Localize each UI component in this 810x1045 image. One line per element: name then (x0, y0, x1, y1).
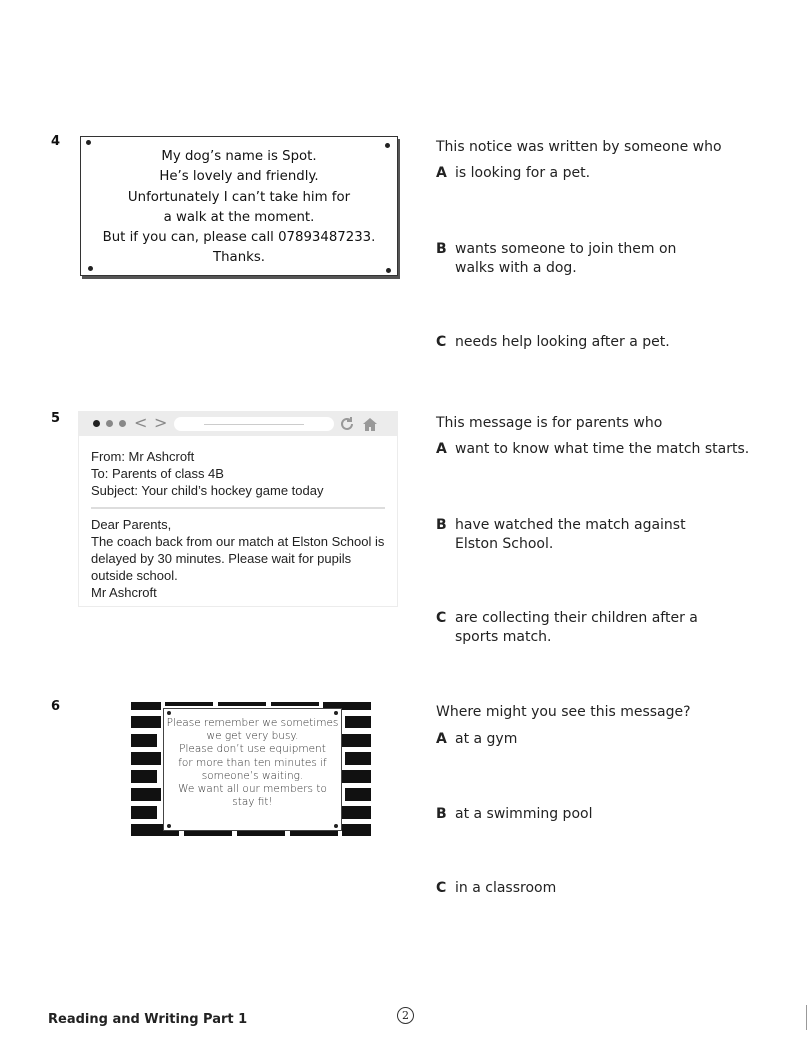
notice-line: someone’s waiting. (201, 769, 304, 782)
page-number: 2 (397, 1007, 414, 1024)
option-letter: A (436, 441, 447, 457)
window-dot-icon (93, 420, 100, 427)
notice-line: Thanks. (213, 250, 265, 266)
answer-option-c[interactable] (436, 609, 726, 647)
address-bar[interactable] (174, 417, 334, 431)
question-number: 6 (51, 699, 61, 714)
question-prompt: This notice was written by someone who (436, 139, 722, 155)
option-text: wants someone to join them on walks with a dog. (455, 241, 677, 276)
notice-line: My dog’s name is Spot. (161, 149, 317, 164)
notice-line: He’s lovely and friendly. (159, 169, 319, 185)
notice-line: We want all our members to (178, 783, 327, 796)
answer-option-a[interactable] (436, 440, 756, 459)
pin-icon (167, 824, 171, 828)
option-text: want to know what time the match starts. (455, 441, 750, 457)
pin-icon (86, 140, 91, 145)
pin-icon (334, 824, 338, 828)
email-from: From: Mr Ashcroft (91, 449, 195, 464)
answer-option-b[interactable] (436, 516, 716, 554)
option-text: at a swimming pool (455, 806, 593, 822)
email-window (78, 411, 398, 607)
notice-line: But if you can, please call 07893487233. (102, 230, 376, 246)
email-body (91, 516, 391, 601)
home-icon[interactable] (362, 416, 378, 432)
window-dot-icon (119, 420, 126, 427)
email-message: The coach back from our match at Elston School is delayed by 30 minutes. Please wait for pupils outside school. (91, 534, 385, 583)
answer-option-c[interactable] (436, 879, 736, 898)
answer-option-b[interactable] (436, 805, 736, 824)
answer-option-b[interactable] (436, 240, 706, 278)
option-text: needs help looking after a pet. (455, 334, 670, 350)
notice-line: a walk at the moment. (163, 209, 315, 225)
answer-option-c[interactable] (436, 333, 736, 352)
section-footer: Reading and Writing Part 1 (48, 1012, 248, 1027)
notice-line: for more than ten minutes if (178, 756, 327, 769)
option-letter: C (436, 334, 447, 350)
option-letter: A (436, 731, 447, 747)
question-number: 4 (51, 134, 61, 149)
gym-notice (163, 708, 342, 831)
option-text: is looking for a pet. (455, 165, 591, 181)
option-letter: B (436, 517, 447, 533)
question-number: 5 (51, 411, 61, 426)
email-to: To: Parents of class 4B (91, 466, 224, 481)
notice-line: stay fit! (232, 796, 273, 809)
browser-toolbar (79, 412, 397, 436)
page-edge (806, 1005, 807, 1030)
window-dot-icon (106, 420, 113, 427)
notice-line: Unfortunately I can’t take him for (127, 189, 351, 205)
email-greeting: Dear Parents, (91, 517, 172, 532)
email-header (91, 448, 323, 499)
option-letter: C (436, 880, 447, 896)
option-letter: B (436, 806, 447, 822)
option-letter: A (436, 165, 447, 181)
answer-option-a[interactable] (436, 164, 736, 183)
question-prompt: Where might you see this message? (436, 704, 691, 720)
answer-option-a[interactable] (436, 730, 736, 749)
option-letter: B (436, 241, 447, 257)
option-text: in a classroom (455, 880, 557, 896)
option-text: have watched the match against Elston School. (455, 517, 686, 552)
notice-line: Please don’t use equipment (179, 743, 326, 756)
reload-icon[interactable] (339, 416, 355, 432)
pin-icon (334, 711, 338, 715)
notice-line: we get very busy. (206, 730, 299, 743)
back-icon[interactable]: < (134, 413, 148, 432)
forward-icon[interactable]: > (154, 413, 168, 432)
question-prompt: This message is for parents who (436, 415, 663, 431)
email-subject: Subject: Your child’s hockey game today (91, 483, 324, 498)
notice-line: Please remember we sometimes (166, 717, 339, 729)
divider (91, 507, 385, 509)
pin-icon (167, 711, 171, 715)
email-signature: Mr Ashcroft (91, 585, 157, 600)
option-text: at a gym (455, 731, 518, 747)
option-letter: C (436, 610, 447, 626)
option-text: are collecting their children after a sports match. (455, 610, 698, 645)
dog-notice (80, 136, 398, 276)
